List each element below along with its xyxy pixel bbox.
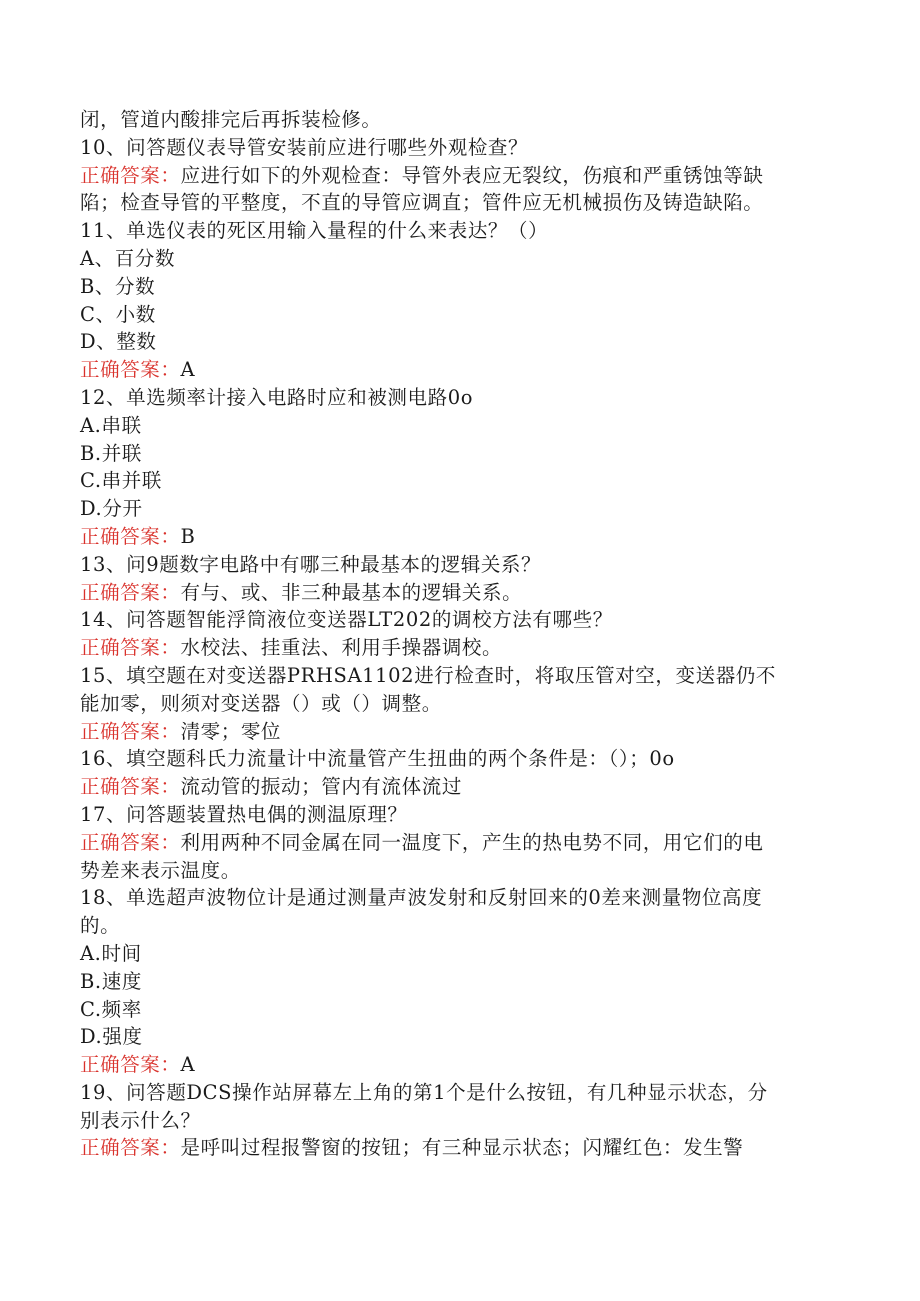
answer-text: 应进行如下的外观检查：导管外表应无裂纹，伤痕和严重锈蚀等缺 xyxy=(180,163,764,187)
text-line: C.频率 xyxy=(80,997,142,1021)
text-line: A、百分数 xyxy=(80,246,176,270)
answer-label: 正确答案： xyxy=(80,1136,181,1160)
text-line: 10、问答题仪表导管安装前应进行哪些外观检查？ xyxy=(80,135,529,159)
answer-text: 是呼叫过程报警窗的按钮；有三种显示状态；闪耀红色：发生警 xyxy=(180,1136,744,1160)
answer-label: 正确答案： xyxy=(80,830,181,854)
text-line: 17、问答题装置热电偶的测温原理？ xyxy=(80,802,408,826)
text-line: D.分开 xyxy=(80,497,143,521)
text-line: 陷；检查导管的平整度，不直的导管应调直；管件应无机械损伤及铸造缺陷。 xyxy=(80,191,764,215)
answer-text: A xyxy=(180,1053,196,1077)
text-line: 14、问答题智能浮筒液位变送器LT202的调校方法有哪些？ xyxy=(80,608,613,632)
text-line: D.强度 xyxy=(80,1025,143,1049)
answer-text: 有与、或、非三种最基本的逻辑关系。 xyxy=(180,580,523,604)
answer-line xyxy=(80,162,825,190)
answer-label: 正确答案： xyxy=(80,580,181,604)
text-line: 闭，管道内酸排完后再拆装检修。 xyxy=(80,108,382,131)
answer-line xyxy=(80,579,825,607)
text-line: 12、单选频率计接入电路时应和被测电路0o xyxy=(80,385,474,409)
text-line: 别表示什么？ xyxy=(80,1108,201,1132)
text-line: C.串并联 xyxy=(80,469,162,493)
answer-text: 利用两种不同金属在同一温度下，产生的热电势不同，用它们的电 xyxy=(180,830,764,854)
document-body xyxy=(80,106,825,1162)
answer-label: 正确答案： xyxy=(80,719,181,743)
text-line: B.并联 xyxy=(80,441,142,465)
answer-line xyxy=(80,1134,825,1162)
answer-label: 正确答案： xyxy=(80,775,181,799)
answer-line xyxy=(80,523,825,551)
text-line: C、小数 xyxy=(80,302,156,326)
answer-line xyxy=(80,634,825,662)
text-line: 的。 xyxy=(80,914,121,938)
text-line: 16、填空题科氏力流量计中流量管产生扭曲的两个条件是：（）；0o xyxy=(80,747,675,771)
answer-label: 正确答案： xyxy=(80,163,181,187)
answer-text: B xyxy=(180,524,196,548)
answer-label: 正确答案： xyxy=(80,524,181,548)
text-line: B.速度 xyxy=(80,969,142,993)
text-line: D、整数 xyxy=(80,330,157,354)
text-line: 15、填空题在对变送器PRHSA1102进行检查时，将取压管对空，变送器仍不 xyxy=(80,663,776,687)
answer-line xyxy=(80,356,825,384)
text-line: 能加零，则须对变送器（）或（）调整。 xyxy=(80,691,442,715)
answer-line xyxy=(80,773,825,801)
answer-line xyxy=(80,829,825,857)
text-line: A.时间 xyxy=(80,941,142,965)
text-line: 11、单选仪表的死区用输入量程的什么来表达？（） xyxy=(80,219,549,243)
answer-line xyxy=(80,1051,825,1079)
text-line: 13、问9题数字电路中有哪三种最基本的逻辑关系？ xyxy=(80,552,542,576)
answer-text: 水校法、挂重法、利用手操器调校。 xyxy=(180,636,503,660)
answer-label: 正确答案： xyxy=(80,358,181,382)
text-line: A.串联 xyxy=(80,413,142,437)
text-line: 19、问答题DCS操作站屏幕左上角的第1个是什么按钮，有几种显示状态，分 xyxy=(80,1080,768,1104)
answer-label: 正确答案： xyxy=(80,636,181,660)
text-line: B、分数 xyxy=(80,274,156,298)
text-line: 势差来表示温度。 xyxy=(80,858,241,882)
answer-text: 流动管的振动；管内有流体流过 xyxy=(180,775,462,799)
answer-text: 清零；零位 xyxy=(180,719,282,743)
text-line: 18、单选超声波物位计是通过测量声波发射和反射回来的0差来测量物位高度 xyxy=(80,886,763,910)
answer-label: 正确答案： xyxy=(80,1053,181,1077)
answer-text: A xyxy=(180,358,196,382)
answer-line xyxy=(80,718,825,746)
